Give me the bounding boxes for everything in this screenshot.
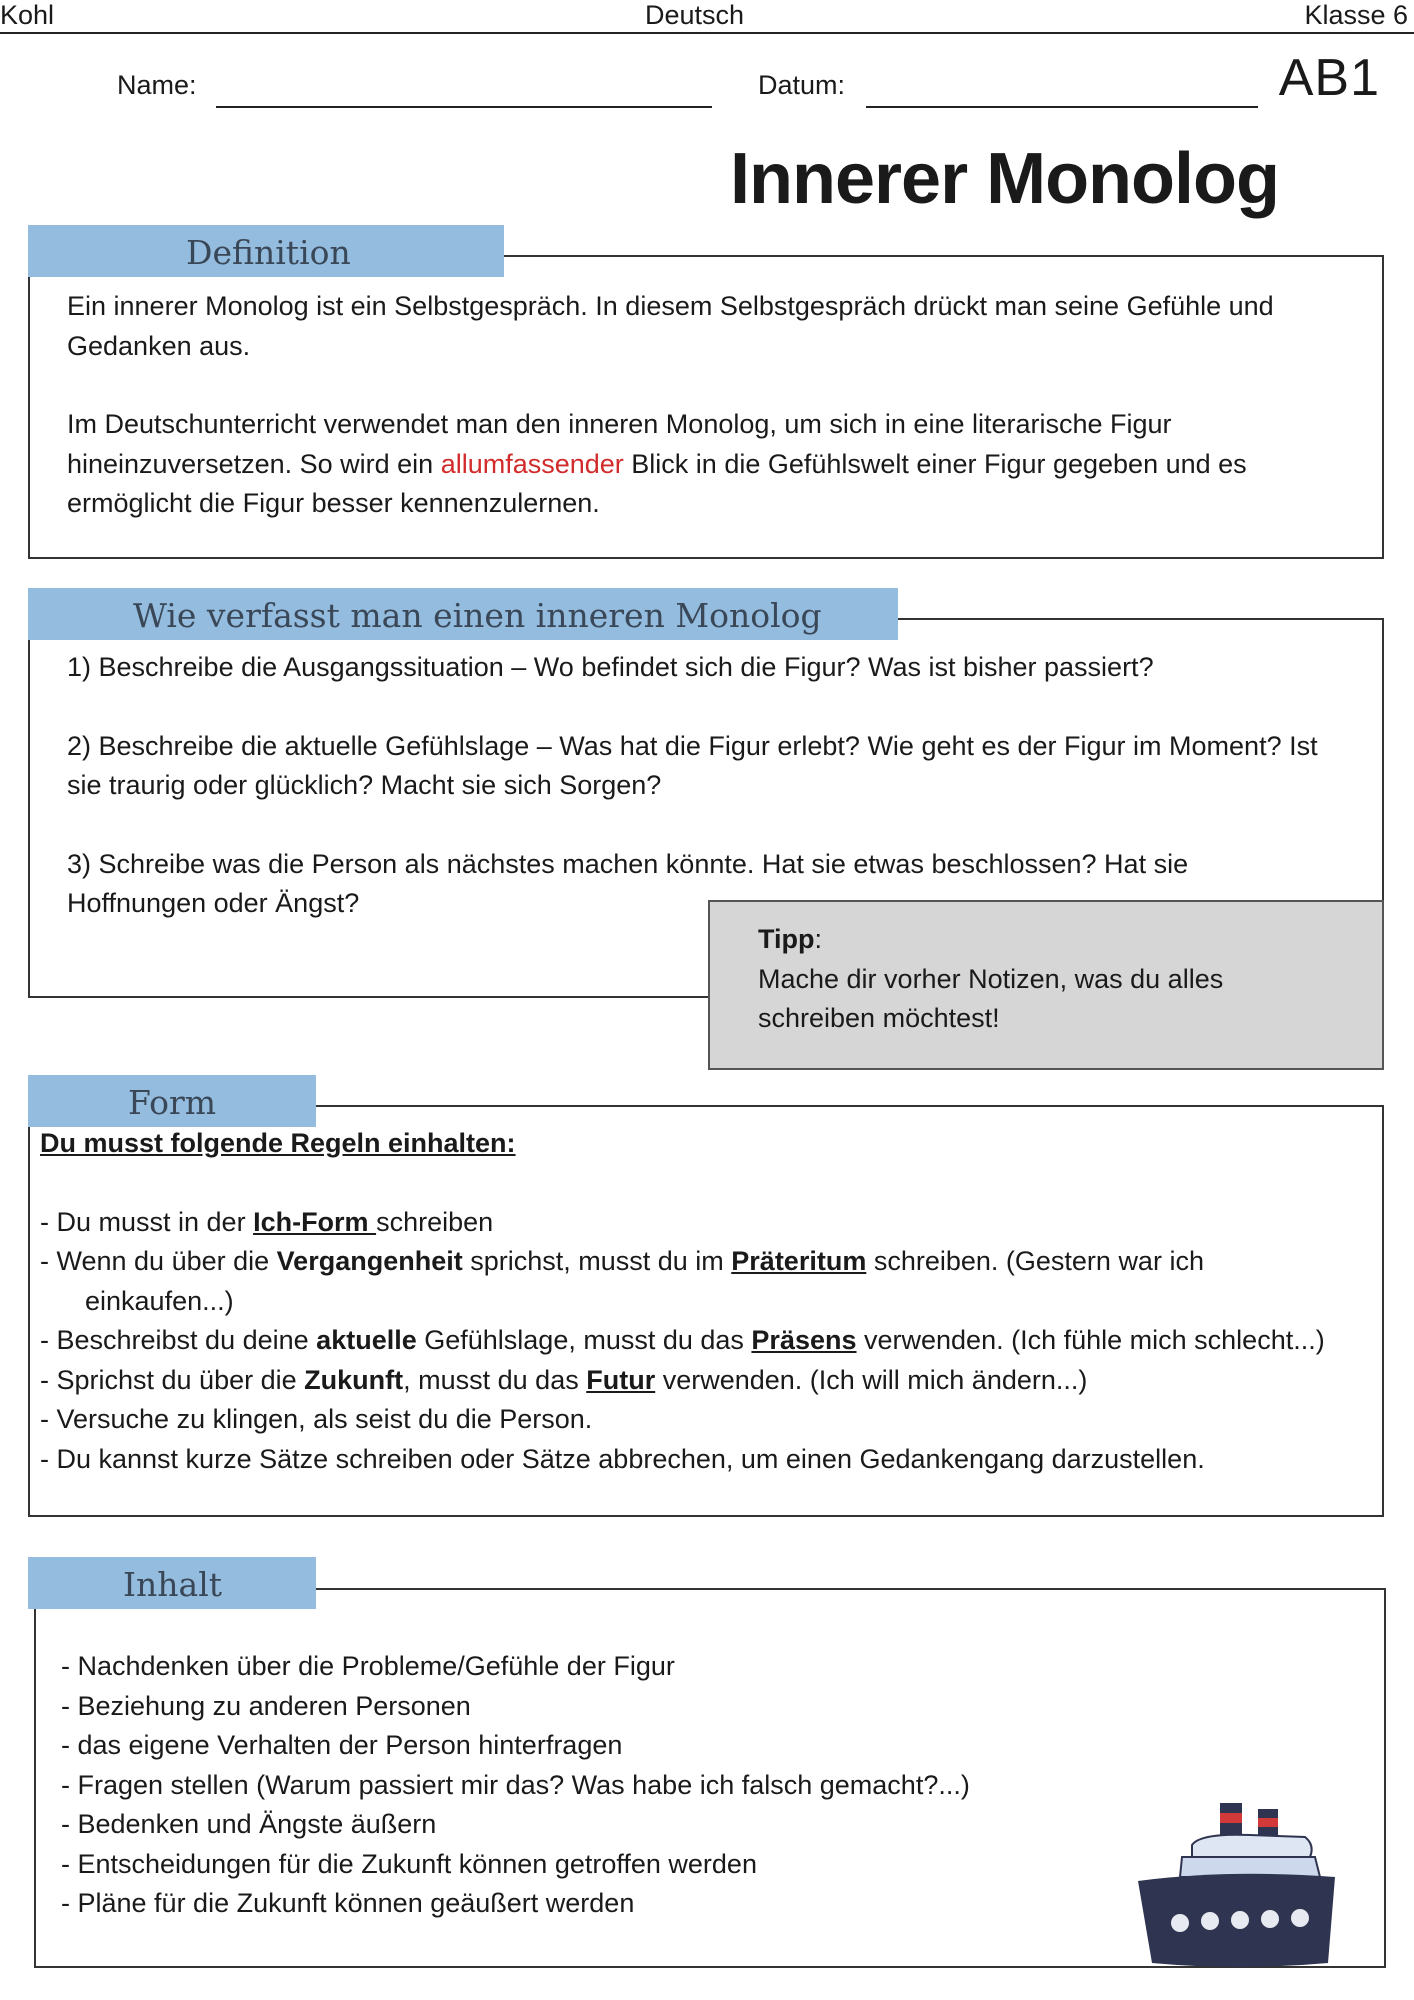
rule-3: - Beschreibst du deine aktuelle Gefühlslage, musst du das Präsens verwenden. (Ich fühle mich schlecht...)	[40, 1325, 1325, 1355]
form-rules	[40, 1124, 1360, 1479]
howto-tab: Wie verfasst man einen inneren Monolog	[28, 588, 898, 640]
ship-icon	[1130, 1785, 1340, 1975]
form-heading: Du musst folgende Regeln einhalten:	[40, 1128, 516, 1158]
header-author: Kohl	[0, 0, 55, 30]
content-tab: Inhalt	[28, 1557, 316, 1609]
page-title: Innerer Monolog	[730, 139, 1279, 219]
list-item: - Nachdenken über die Probleme/Gefühle der Figur	[61, 1651, 675, 1681]
list-item: - Bedenken und Ängste äußern	[61, 1809, 437, 1839]
howto-steps	[67, 648, 1327, 924]
step-3: 3) Schreibe was die Person als nächstes machen könnte. Hat sie etwas beschlossen? Hat sie Hoffnungen oder Ängst?	[67, 848, 1189, 918]
definition-paragraph-1: Ein innerer Monolog ist ein Selbstgespräch. In diesem Selbstgespräch drückt man seine Gefühle und Gedanken aus.	[67, 291, 1274, 361]
header-subject: Deutsch	[645, 0, 745, 30]
list-item: - Pläne für die Zukunft können geäußert werden	[61, 1888, 635, 1918]
highlight-word: allumfassender	[440, 448, 624, 479]
tip-box: Tipp: Mache dir vorher Notizen, was du alles schreiben möchtest!	[708, 900, 1384, 1070]
sheet-code: AB1	[1278, 49, 1380, 107]
tip-text: Mache dir vorher Notizen, was du alles schreiben möchtest!	[758, 963, 1224, 1033]
name-label: Name:	[117, 70, 197, 100]
list-item: - Fragen stellen (Warum passiert mir das? Was habe ich falsch gemacht?...)	[61, 1769, 970, 1800]
rule-5: - Versuche zu klingen, als seist du die Person.	[40, 1404, 593, 1434]
date-field[interactable]	[866, 106, 1258, 108]
step-1: 1) Beschreibe die Ausgangssituation – Wo befindet sich die Figur? Was ist bisher passiert?	[67, 652, 1154, 682]
tip-label: Tipp	[758, 924, 815, 954]
list-item: - Entscheidungen für die Zukunft können getroffen werden	[61, 1848, 757, 1879]
content-list	[61, 1647, 1161, 1924]
definition-text	[67, 287, 1367, 524]
list-item: - das eigene Verhalten der Person hinterfragen	[61, 1730, 623, 1760]
form-tab: Form	[28, 1075, 316, 1127]
step-2: 2) Beschreibe die aktuelle Gefühlslage – Was hat die Figur erlebt? Wie geht es der Figur im Moment? Ist sie traurig oder glücklich? Macht sie sich Sorgen?	[67, 730, 1318, 800]
name-field[interactable]	[216, 106, 712, 108]
header-class: Klasse 6	[1304, 0, 1408, 30]
list-item: - Beziehung zu anderen Personen	[61, 1690, 471, 1721]
rule-6: - Du kannst kurze Sätze schreiben oder Sätze abbrechen, um einen Gedankengang darzustellen.	[40, 1443, 1205, 1474]
rule-2: - Wenn du über die Vergangenheit sprichst, musst du im Präteritum schreiben. (Gestern war ich einkaufen...)	[40, 1246, 1204, 1316]
definition-paragraph-2: Im Deutschunterricht verwendet man den inneren Monolog, um sich in eine literarische Figur hineinzuversetzen. So wird ein allumfassender Blick in die Gefühlswelt einer Figur gegeben und es ermöglicht die Figur besser kennenzulernen.	[67, 409, 1247, 518]
date-label: Datum:	[758, 70, 846, 100]
definition-tab: Definition	[28, 225, 504, 277]
header-divider	[0, 32, 1414, 34]
rule-1: - Du musst in der Ich-Form schreiben	[40, 1206, 494, 1237]
rule-4: - Sprichst du über die Zukunft, musst du das Futur verwenden. (Ich will mich ändern...)	[40, 1364, 1088, 1395]
